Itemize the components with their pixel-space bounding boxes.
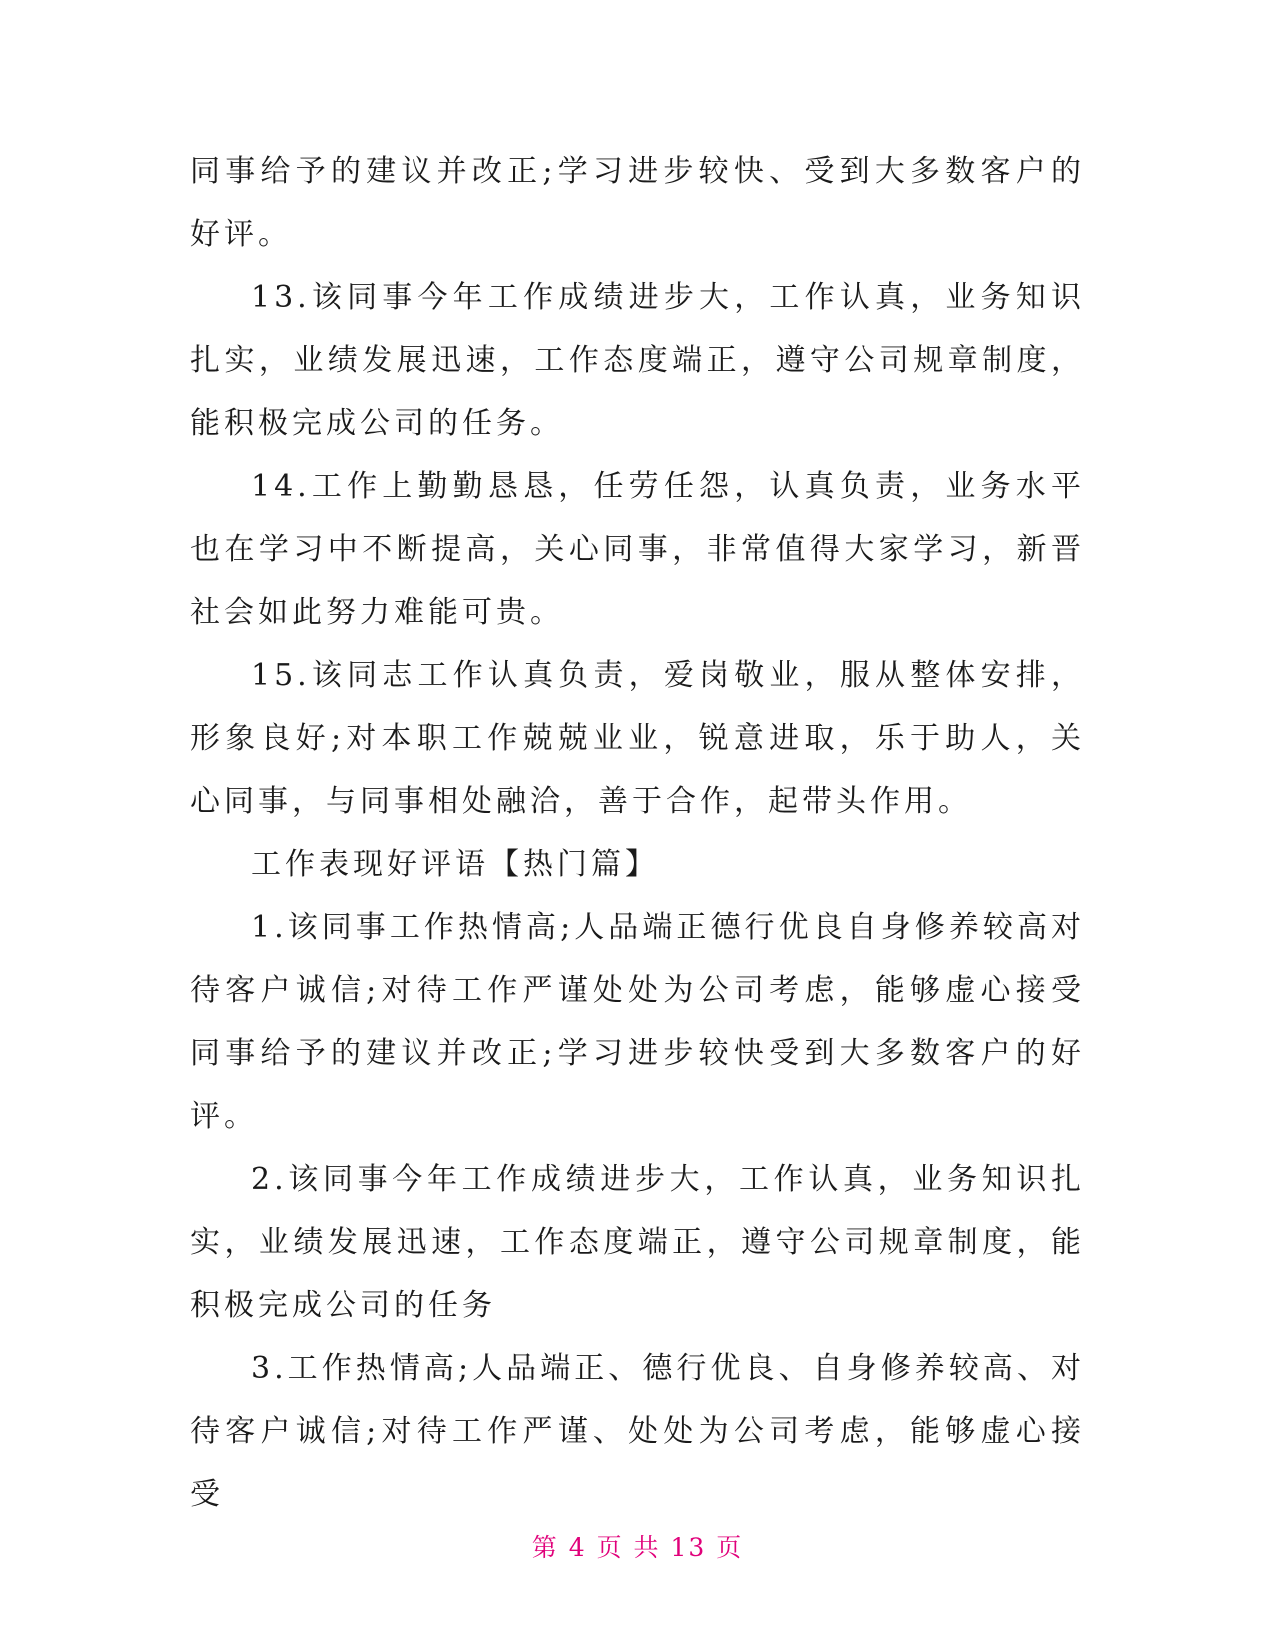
paragraph-item-13: 13.该同事今年工作成绩进步大，工作认真，业务知识扎实，业绩发展迅速，工作态度端正，遵守公司规章制度，能积极完成公司的任务。 <box>190 280 1085 441</box>
paragraph-item-14: 14.工作上勤勤恳恳，任劳任怨，认真负责，业务水平也在学习中不断提高，关心同事，非常值得大家学习，新晋社会如此努力难能可贵。 <box>190 469 1085 630</box>
paragraph-continuation: 同事给予的建议并改正;学习进步较快、受到大多数客户的好评。 <box>190 154 1085 252</box>
paragraph-item-1: 1.该同事工作热情高;人品端正德行优良自身修养较高对待客户诚信;对待工作严谨处处为公司考虑，能够虚心接受同事给予的建议并改正;学习进步较快受到大多数客户的好评。 <box>190 910 1085 1134</box>
document-body <box>190 140 1085 1526</box>
paragraph-item-3: 3.工作热情高;人品端正、德行优良、自身修养较高、对待客户诚信;对待工作严谨、处处为公司考虑，能够虚心接受 <box>190 1351 1085 1512</box>
paragraph-item-2: 2.该同事今年工作成绩进步大，工作认真，业务知识扎实，业绩发展迅速，工作态度端正，遵守公司规章制度，能积极完成公司的任务 <box>190 1162 1085 1323</box>
paragraph-item-15: 15.该同志工作认真负责，爱岗敬业，服从整体安排，形象良好;对本职工作兢兢业业，锐意进取，乐于助人，关心同事，与同事相处融洽，善于合作，起带头作用。 <box>190 658 1085 819</box>
page-number-footer: 第 4 页 共 13 页 <box>531 1533 744 1562</box>
section-heading: 工作表现好评语【热门篇】 <box>251 847 659 882</box>
